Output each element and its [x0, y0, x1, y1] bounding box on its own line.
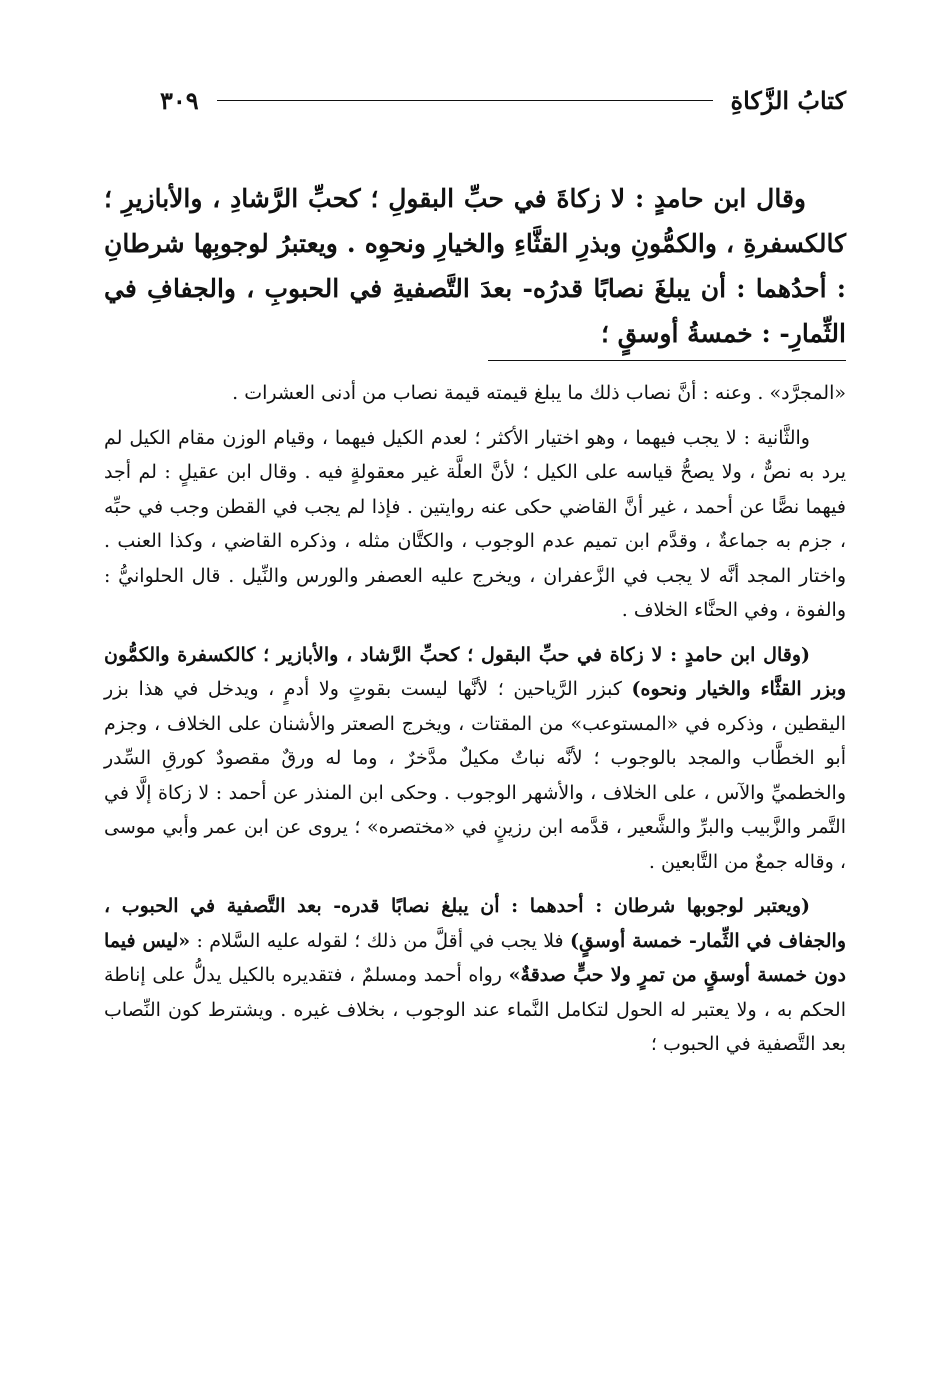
chapter-title: كتابُ الزَّكاةِ — [730, 85, 846, 115]
commentary-paragraph-1: «المجرَّد» . وعنه : أنَّ نصاب ذلك ما يبلغ قيمته قيمة نصاب من أدنى العشرات . — [232, 382, 846, 404]
page-number: ٣٠٩ — [160, 85, 199, 115]
quoted-main-text: (وقال ابن حامدٍ : لا زكاة في حبِّ البقول ؛ كحبِّ الرَّشاد ، والأبازير ؛ كالكسفرة والكمُّون وبزر القثَّاء والخيار ونحوه) — [104, 643, 847, 700]
commentary-text: رواه أحمد ومسلمٌ ، فتقديره بالكيل يدلُّ على إناطة الحكم به ، ولا يعتبر له الحول لتكامل النَّماء عند الوجوب ، بخلاف غيره . ويشترط كون النِّصاب بعد التَّصفية في الحبوب ؛ — [104, 964, 846, 1055]
commentary-paragraph-4 — [104, 889, 846, 1062]
commentary — [104, 376, 846, 1072]
quoted-main-text: (ويعتبر لوجوبها شرطان : أحدهما : أن يبلغ نصابًا قدره- بعد التَّصفية في الحبوب ، والجفاف في الثِّمار- خمسة أوسقٍ) — [104, 895, 847, 952]
commentary-paragraph-2: والثَّانية : لا يجب فيهما ، وهو اختيار الأكثر ؛ لعدم الكيل فيهما ، وقيام الوزن مقام الكيل لم يرد به نصٌّ ، ولا يصحُّ قياسه على الكيل ؛ لأنَّ العلَّة غير معقولةٍ فيه . وقال ابن عقيلٍ : لم أجد فيهما نصًّا عن أحمد ، غير أنَّ القاضي حكى عنه روايتين . فإذا لم يجب في القطن وجب في حبِّه ، جزم به جماعةٌ ، وقدَّم ابن تميم عدم الوجوب ، والكتَّان مثله ، وذكره القاضي ، وكذا العنب . واختار المجد أنَّه لا يجب في الزَّعفران ، ويخرج عليه العصفر والورس والنِّيل . قال الحلوانيُّ : والفوة ، وفي الحنَّاء الخلاف . — [104, 426, 846, 621]
commentary-text: كبزر الرَّياحين ؛ لأنَّها ليست بقوتٍ ولا أدمٍ ، ويدخل في هذا بزر اليقطين ، وذكره في «المستوعب» من المقتات ، ويخرج الصعتر والأشنان على الخلاف ، وجزم أبو الخطَّاب والمجد بالوجوب ؛ لأنَّه نباتٌ مكيلٌ مدَّخرٌ ، وما له ورقٌ مقصودٌ كورقِ السِّدر والخطميِّ والآس ، على الخلاف ، والأشهر الوجوب . وحكى ابن المنذر عن أحمد : لا زكاة إلَّا في التَّمر والزَّبيب والبرِّ والشَّعير ، قدَّمه ابن رزينٍ في «مختصره» ؛ يروى عن ابن عمر وأبي موسى ، وقاله جمعٌ من التَّابعين . — [104, 678, 846, 873]
header-rule — [217, 100, 713, 101]
main-text — [104, 176, 846, 356]
main-text-paragraph: وقال ابن حامدٍ : لا زكاةَ في حبِّ البقولِ ؛ كحبِّ الرَّشادِ ، والأبازيرِ ؛ كالكسفرةِ ، والكمُّونِ وبذرِ القثَّاءِ والخيارِ ونحوِه . ويعتبرُ لوجوبِها شرطانِ : أحدُهما : أن يبلغَ نصابًا قدرُه- بعدَ التَّصفيةِ في الحبوبِ ، والجفافِ في الثِّمارِ- : خمسةُ أوسقٍ ؛ — [104, 184, 847, 348]
footnote-separator — [488, 360, 846, 361]
commentary-text: فلا يجب في أقلَّ من ذلك ؛ لقوله عليه السَّلام : — [196, 929, 564, 952]
page-header — [160, 80, 846, 120]
commentary-paragraph-3 — [104, 638, 846, 880]
hadith-quote: «ليس فيما دون خمسة أوسقٍ من تمرٍ ولا حبٍّ صدقةٌ» — [104, 929, 846, 986]
